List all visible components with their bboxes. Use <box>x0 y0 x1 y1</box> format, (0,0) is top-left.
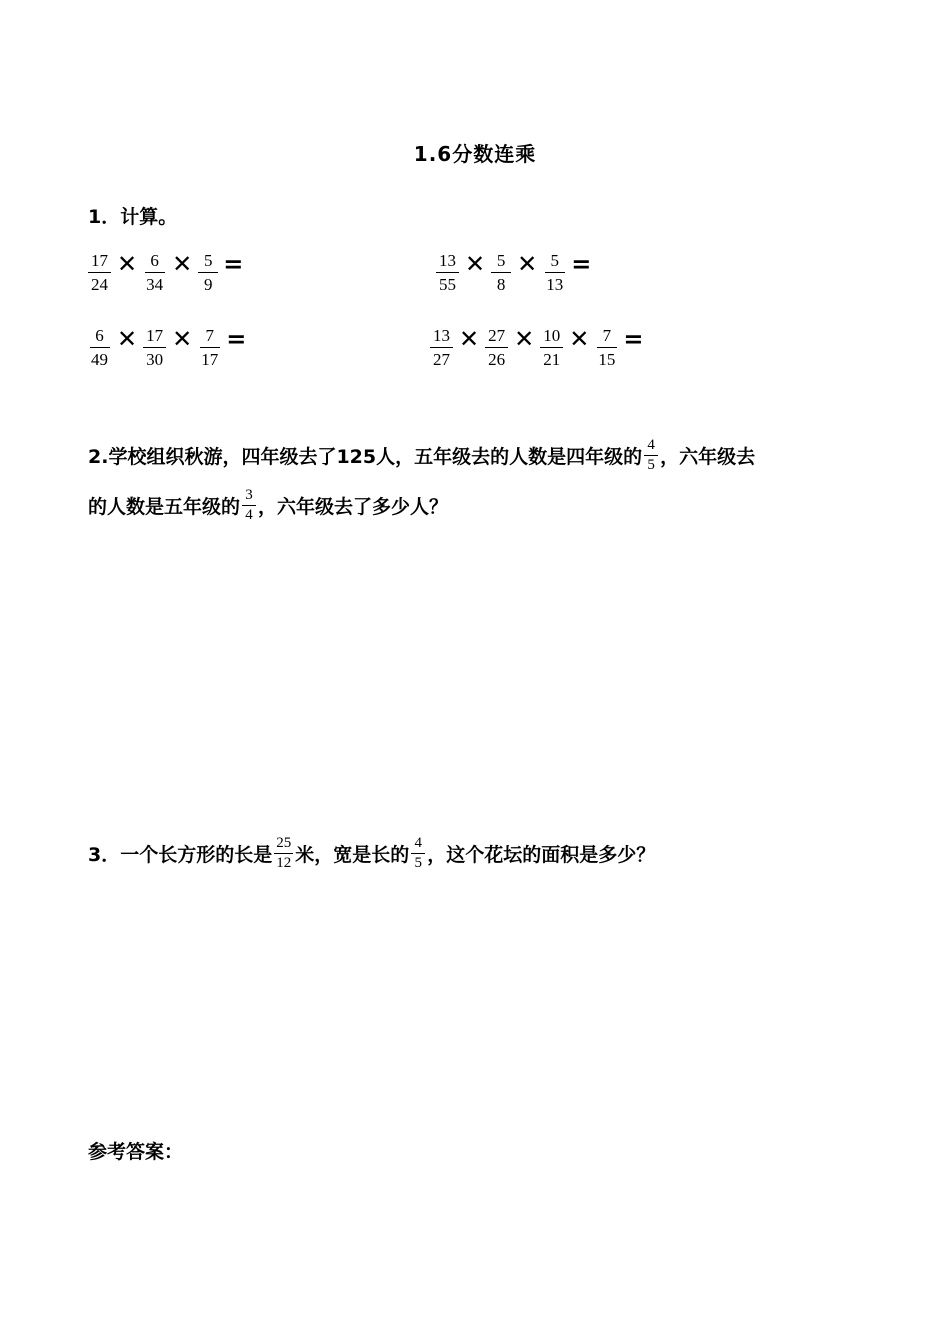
q3-text-a: 3．一个长方形的长是 <box>88 844 273 866</box>
q2-line-2 <box>88 488 448 523</box>
q2-line-2-tail: ，六年级去了多少人？ <box>258 496 449 518</box>
q1-expression-2 <box>432 249 592 294</box>
times-sign: ✕ <box>117 249 138 278</box>
fraction-denominator: 12 <box>276 855 292 871</box>
fraction-numerator: 27 <box>485 327 508 348</box>
q2-fraction-4-5 <box>644 438 658 473</box>
q2-line-1-text: 2.学校组织秋游，四年级去了125人，五年级去的人数是四年级的 <box>88 446 643 468</box>
fraction <box>198 327 221 368</box>
times-sign: ✕ <box>117 324 138 353</box>
q3-line <box>88 836 655 871</box>
fraction-denominator: 21 <box>543 350 561 369</box>
q1-expression-4 <box>426 324 644 369</box>
fraction-numerator: 4 <box>411 836 425 854</box>
fraction-numerator: 7 <box>597 327 617 348</box>
fraction <box>88 327 111 368</box>
q3-fraction-4-5 <box>411 836 425 871</box>
page-title: 1.6分数连乘 <box>413 142 537 166</box>
times-sign: ✕ <box>465 249 486 278</box>
answers-heading: 参考答案： <box>88 1141 184 1163</box>
fraction <box>491 252 511 293</box>
fraction-denominator: 4 <box>245 507 253 523</box>
fraction-denominator: 26 <box>488 350 506 369</box>
fraction-denominator: 9 <box>203 275 213 294</box>
equals-sign: = <box>223 249 244 278</box>
times-sign: ✕ <box>459 324 480 353</box>
fraction-numerator: 4 <box>644 438 658 456</box>
fraction-denominator: 34 <box>146 275 164 294</box>
q2-line-2-text: 的人数是五年级的 <box>88 496 241 518</box>
fraction <box>430 327 453 368</box>
q2-line-1-tail: ，六年级去 <box>660 446 756 468</box>
fraction-denominator: 49 <box>91 350 108 369</box>
q1-heading: 1．计算。 <box>88 206 178 228</box>
fraction-numerator: 3 <box>242 488 256 506</box>
times-sign: ✕ <box>517 249 538 278</box>
fraction <box>436 252 459 293</box>
fraction-numerator: 17 <box>88 252 111 273</box>
fraction-numerator: 6 <box>90 327 110 348</box>
fraction-numerator: 5 <box>491 252 511 273</box>
fraction-denominator: 27 <box>433 350 450 369</box>
q3-text-b: 米，宽是长的 <box>295 844 410 866</box>
fraction-denominator: 8 <box>496 275 506 294</box>
fraction-numerator: 10 <box>540 327 563 348</box>
q1-expression-3 <box>84 324 247 369</box>
times-sign: ✕ <box>172 324 193 353</box>
fraction-numerator: 25 <box>274 836 293 854</box>
times-sign: ✕ <box>569 324 590 353</box>
fraction <box>198 252 218 293</box>
fraction-denominator: 15 <box>598 350 616 369</box>
fraction-denominator: 55 <box>439 275 456 294</box>
fraction-denominator: 24 <box>91 275 108 294</box>
fraction-numerator: 17 <box>143 327 166 348</box>
fraction <box>88 252 111 293</box>
equals-sign: = <box>623 324 644 353</box>
fraction-numerator: 5 <box>545 252 565 273</box>
equals-sign: = <box>226 324 247 353</box>
q1-expression-1 <box>84 249 244 294</box>
fraction-numerator: 6 <box>145 252 165 273</box>
fraction <box>540 327 563 368</box>
fraction <box>595 327 618 368</box>
q2-line-1 <box>88 438 755 473</box>
fraction-numerator: 13 <box>436 252 459 273</box>
fraction-numerator: 7 <box>200 327 220 348</box>
times-sign: ✕ <box>514 324 535 353</box>
q3-text-c: ，这个花坛的面积是多少？ <box>427 844 656 866</box>
q3-fraction-25-12 <box>274 836 293 871</box>
fraction-denominator: 13 <box>546 275 564 294</box>
fraction-numerator: 13 <box>430 327 453 348</box>
q2-fraction-3-4 <box>242 488 256 523</box>
fraction-denominator: 5 <box>414 855 422 871</box>
fraction <box>543 252 566 293</box>
fraction-denominator: 17 <box>201 350 219 369</box>
fraction-denominator: 30 <box>146 350 164 369</box>
fraction-denominator: 5 <box>647 457 655 473</box>
fraction <box>143 252 166 293</box>
equals-sign: = <box>571 249 592 278</box>
fraction <box>485 327 508 368</box>
fraction-numerator: 5 <box>198 252 218 273</box>
fraction <box>143 327 166 368</box>
times-sign: ✕ <box>172 249 193 278</box>
